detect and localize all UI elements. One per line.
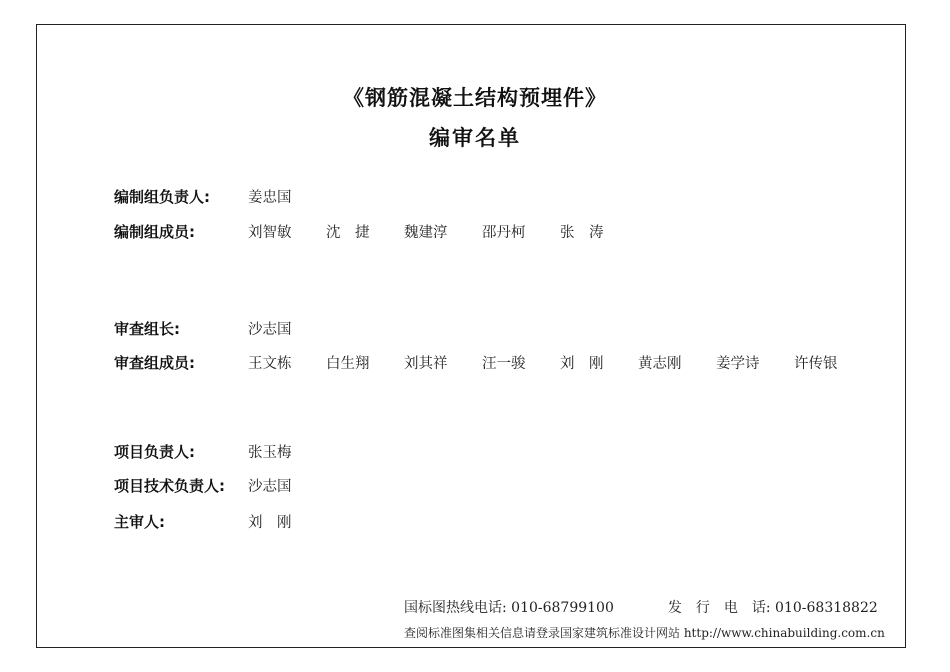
compile-leader-name: 姜忠国 — [248, 190, 292, 206]
compile-leader-label: 编制组负责人: — [114, 188, 210, 206]
project-leader-label: 项目负责人: — [114, 443, 195, 461]
chief-reviewer-name: 刘 刚 — [248, 515, 292, 531]
page-title: 《钢筋混凝土结构预埋件》 — [343, 86, 607, 110]
review-leader-label: 审查组长: — [114, 320, 180, 338]
review-member-name: 刘 刚 — [560, 356, 604, 372]
review-member-name: 白生翔 — [326, 356, 370, 372]
page-subtitle: 编审名单 — [429, 126, 521, 150]
review-member-name: 王文栋 — [248, 356, 292, 372]
compile-member-name: 张 涛 — [560, 225, 604, 241]
footer-website-note: 查阅标准图集相关信息请登录国家建筑标准设计网站 http://www.chinabuilding.com.cn — [404, 626, 885, 640]
review-member-name: 姜学诗 — [716, 356, 760, 372]
review-member-name: 汪一骏 — [482, 356, 526, 372]
compile-member-name: 刘智敏 — [248, 225, 292, 241]
project-leader-name: 张玉梅 — [248, 445, 292, 461]
footer-hotline: 国标图热线电话: 010-68799100 — [404, 600, 614, 616]
footer-phone-line — [404, 597, 878, 617]
review-member-name: 刘其祥 — [404, 356, 448, 372]
project-tech-leader-name: 沙志国 — [248, 479, 292, 495]
compile-member-name: 沈 捷 — [326, 225, 370, 241]
review-member-name: 许传银 — [794, 356, 838, 372]
review-member-name: 黄志刚 — [638, 356, 682, 372]
compile-members-label: 编制组成员: — [114, 223, 195, 241]
chief-reviewer-label: 主审人: — [114, 513, 165, 531]
compile-member-name: 邵丹柯 — [482, 225, 526, 241]
review-members-label: 审查组成员: — [114, 354, 195, 372]
project-tech-leader-label: 项目技术负责人: — [114, 477, 225, 495]
compile-member-name: 魏建淳 — [404, 225, 448, 241]
review-leader-name: 沙志国 — [248, 322, 292, 338]
footer-sales-phone: 发 行 电 话: 010-68318822 — [667, 600, 878, 616]
